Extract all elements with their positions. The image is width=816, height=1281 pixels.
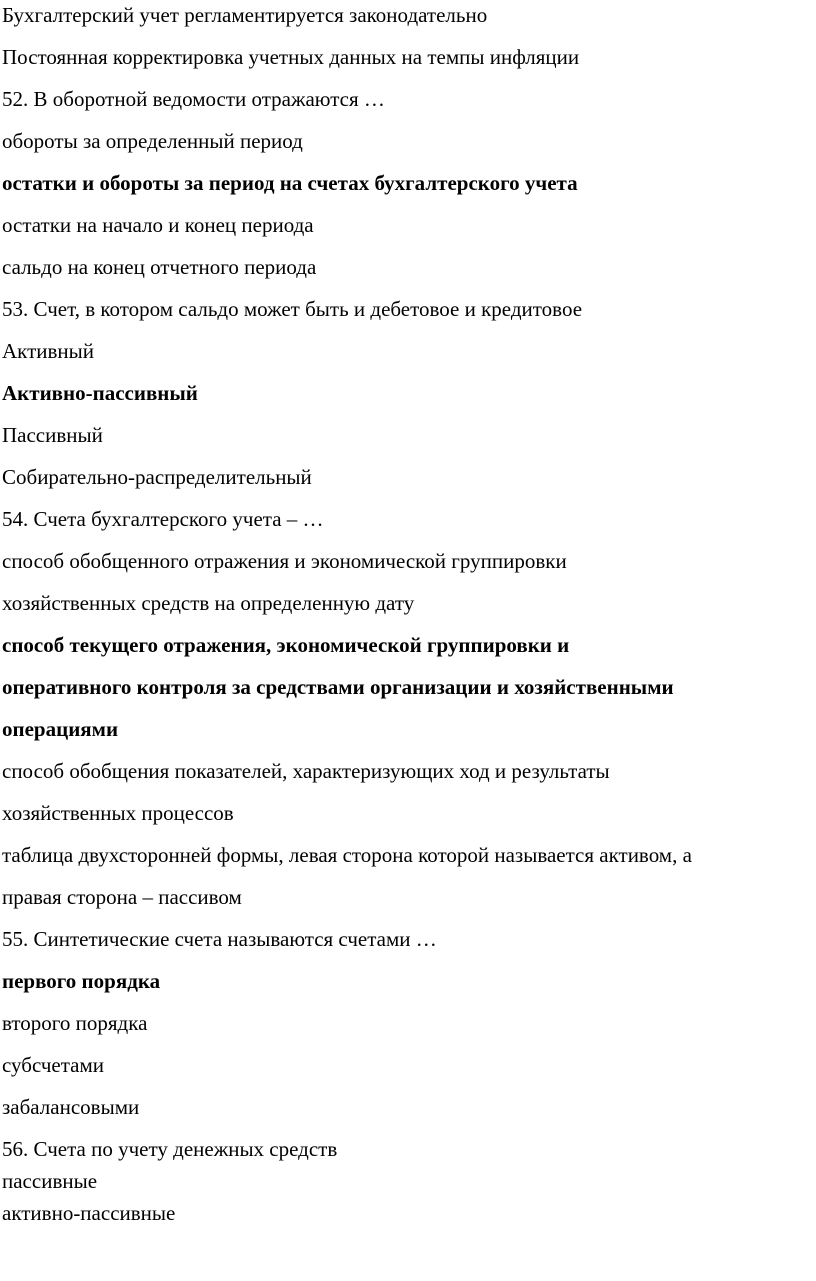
- question-54: 54. Счета бухгалтерского учета – …: [2, 507, 324, 531]
- correct-answer: Активно-пассивный: [2, 381, 198, 405]
- correct-answer: остатки и обороты за период на счетах бухгалтерского учета: [2, 171, 578, 195]
- correct-answer: оперативного контроля за средствами организации и хозяйственными: [2, 675, 674, 699]
- answer-option: способ обобщения показателей, характеризующих ход и результаты: [2, 759, 610, 783]
- answer-option: хозяйственных средств на определенную дату: [2, 591, 415, 615]
- correct-answer: операциями: [2, 717, 119, 741]
- correct-answer: первого порядка: [2, 969, 161, 993]
- answer-option: обороты за определенный период: [2, 129, 303, 153]
- answer-option: сальдо на конец отчетного периода: [2, 255, 317, 279]
- text-line-2: Постоянная корректировка учетных данных на темпы инфляции: [2, 45, 580, 69]
- question-52: 52. В оборотной ведомости отражаются …: [2, 87, 385, 111]
- question-55: 55. Синтетические счета называются счетами …: [2, 927, 437, 951]
- answer-option: Собирательно-распределительный: [2, 465, 312, 489]
- answer-option: правая сторона – пассивом: [2, 885, 242, 909]
- answer-option: таблица двухсторонней формы, левая сторона которой называется активом, а: [2, 843, 692, 867]
- correct-answer: способ текущего отражения, экономической группировки и: [2, 633, 570, 657]
- answer-option: субсчетами: [2, 1053, 105, 1077]
- answer-option: способ обобщенного отражения и экономической группировки: [2, 549, 567, 573]
- answer-option: Активный: [2, 339, 95, 363]
- answer-option: забалансовыми: [2, 1095, 140, 1119]
- answer-option: остатки на начало и конец периода: [2, 213, 314, 237]
- question-56: 56. Счета по учету денежных средств: [2, 1137, 338, 1161]
- answer-option: пассивные: [2, 1169, 98, 1193]
- text-line-1: Бухгалтерский учет регламентируется законодательно: [2, 3, 488, 27]
- answer-option: Пассивный: [2, 423, 103, 447]
- answer-option: активно-пассивные: [2, 1201, 176, 1225]
- answer-option: второго порядка: [2, 1011, 148, 1035]
- answer-option: хозяйственных процессов: [2, 801, 234, 825]
- question-53: 53. Счет, в котором сальдо может быть и дебетовое и кредитовое: [2, 297, 583, 321]
